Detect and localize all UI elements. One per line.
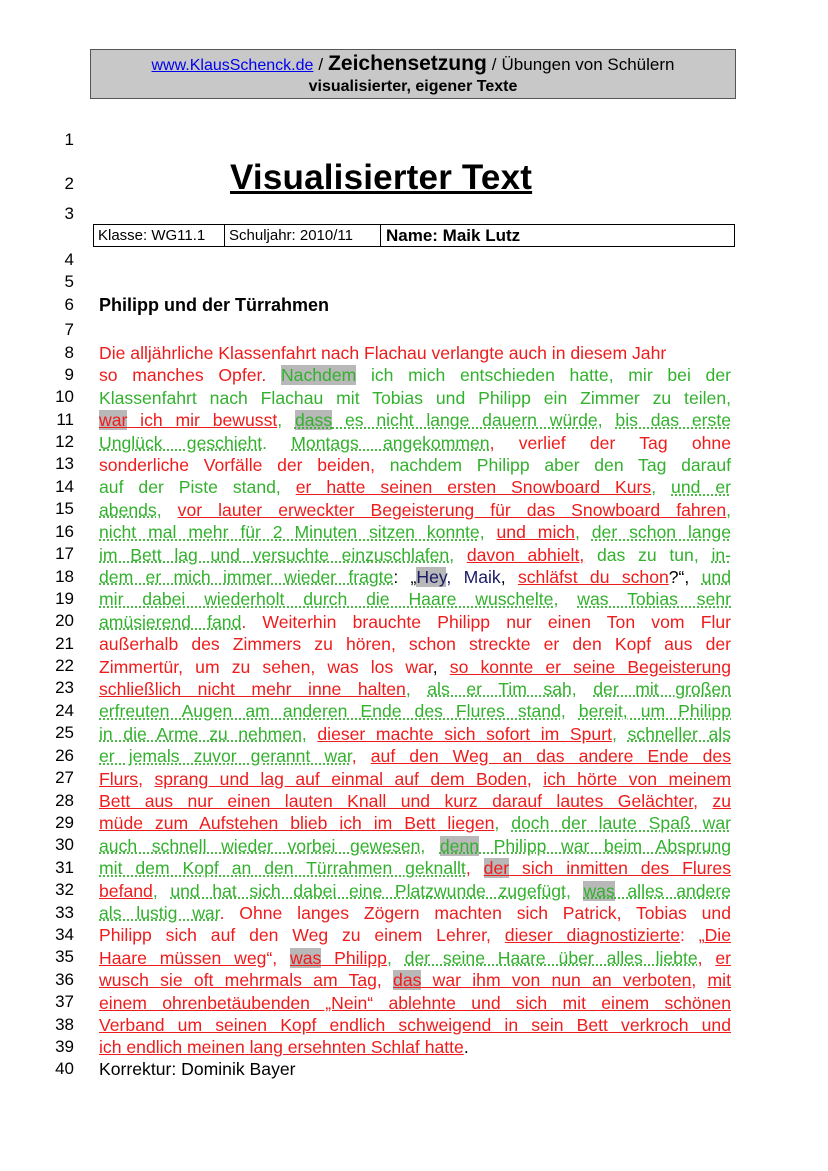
text-line	[99, 790, 731, 812]
text-segment: so konnte er seine Begeisterung	[449, 656, 732, 677]
text-segment: Montags angekommen	[291, 432, 490, 453]
line-number: 13	[55, 454, 74, 473]
text-segment: der schon lange	[591, 522, 732, 543]
text-segment: ,	[405, 679, 428, 699]
text-segment: ,	[571, 679, 594, 699]
line-number: 12	[55, 432, 74, 451]
text-segment: . Ohne langes Zögern machten sich Patrick, Tobias und	[219, 903, 731, 923]
header-topic: Zeichensetzung	[328, 52, 487, 75]
text-line	[99, 835, 731, 857]
text-segment: abends	[99, 499, 157, 520]
text-line	[99, 544, 731, 566]
line-number: 5	[64, 272, 74, 291]
text-segment: Nachdem	[280, 365, 357, 386]
text-segment: .	[463, 1037, 469, 1058]
header-line2: visualisierter, eigener Texte	[308, 78, 518, 95]
text-line	[99, 633, 731, 655]
line-number: 26	[55, 746, 74, 765]
text-segment: ,	[691, 970, 708, 991]
text-segment: ,	[597, 410, 616, 431]
line-number: 38	[55, 1015, 74, 1034]
text-segment: nachdem Philipp aber den Tag darauf	[389, 455, 731, 475]
text-segment: sprang und lag auf einmal auf dem Boden	[154, 768, 527, 789]
text-segment: dem er mich immer wieder fragte	[99, 567, 394, 587]
text-segment: ,	[611, 723, 628, 744]
line-number: 37	[55, 992, 74, 1011]
text-line	[99, 588, 731, 610]
text-segment: wusch sie oft mehrmals am Tag	[99, 970, 377, 991]
line-number: 31	[55, 858, 74, 877]
text-segment: schneller als	[627, 723, 731, 744]
header-separator: /	[318, 55, 324, 74]
line-number: 39	[55, 1037, 74, 1056]
text-segment: . Weiterhin brauchte Philipp nur einen Ton vom Flur	[241, 611, 731, 632]
line-number: 8	[64, 343, 74, 362]
text-segment: : „	[680, 925, 705, 946]
text-segment: das	[393, 970, 422, 991]
text-segment: Die alljährliche Klassenfahrt nach Flachau verlangte auch in diesem Jahr	[99, 343, 667, 363]
text-segment: mit	[707, 970, 731, 991]
text-segment: amüsierend fand	[99, 611, 242, 632]
text-segment: ,	[152, 880, 171, 901]
text-segment: “,	[266, 947, 291, 968]
text-segment: der	[483, 858, 510, 879]
line-number: 30	[55, 835, 74, 854]
text-segment: was	[583, 880, 615, 901]
text-segment: in die Arme zu nehmen	[99, 723, 302, 744]
text-segment: auch schnell wieder vorbei gewesen	[99, 835, 421, 856]
text-segment: als lustig war	[99, 903, 220, 923]
info-table	[93, 224, 735, 247]
text-line	[99, 1036, 731, 1058]
text-segment: ,	[553, 589, 578, 610]
text-segment: ,	[301, 723, 318, 744]
line-number: 35	[55, 947, 74, 966]
text-segment: war	[99, 410, 128, 431]
header-box	[90, 49, 736, 99]
line-number: 17	[55, 544, 74, 563]
text-line	[99, 454, 731, 476]
text-segment: : „	[393, 567, 417, 587]
text-line	[99, 969, 731, 991]
info-name: Name: Maik Lutz	[386, 226, 521, 245]
text-segment: ,	[449, 544, 467, 565]
line-number: 40	[55, 1059, 74, 1078]
text-segment: nicht mal mehr für 2 Minuten sitzen konnte	[99, 522, 480, 543]
text-line	[99, 857, 731, 879]
text-segment: ,	[500, 567, 518, 587]
line-number: 25	[55, 723, 74, 742]
text-segment: ich hörte von meinem	[543, 768, 732, 789]
text-segment: außerhalb des Zimmers zu hören, schon streckte er den Kopf aus der	[99, 634, 731, 655]
text-segment: was	[290, 947, 322, 968]
text-segment: ,	[138, 768, 155, 789]
line-number: 27	[55, 768, 74, 787]
line-number: 1	[64, 130, 74, 149]
line-number: 16	[55, 522, 74, 541]
text-segment: auf der Piste stand,	[99, 477, 296, 498]
line-number: 18	[55, 567, 74, 586]
text-segment: sonderliche Vorfälle der beiden,	[99, 455, 390, 475]
text-line	[99, 678, 731, 700]
line-number: 3	[64, 204, 74, 223]
text-segment: Zimmertür, um zu sehen, was los war	[99, 656, 433, 677]
line-number: 36	[55, 970, 74, 989]
text-segment: und hat sich dabei eine Platzwunde zugefügt	[170, 880, 566, 901]
text-segment: das zu tun,	[584, 544, 712, 565]
text-line	[99, 432, 731, 454]
text-segment: Hey	[416, 567, 447, 587]
text-line	[99, 611, 731, 633]
text-segment: ich mir bewusst	[127, 410, 278, 431]
line-number: 6	[64, 295, 74, 314]
line-number: 24	[55, 701, 74, 720]
text-segment: Verband um seinen Kopf endlich schweigend in sein Bett verkroch und	[99, 1015, 731, 1035]
line-number: 10	[55, 387, 74, 406]
text-segment: was Tobias sehr	[577, 589, 732, 610]
text-segment: ich mich entschieden hatte	[356, 365, 609, 386]
text-segment: befand	[99, 880, 153, 901]
text-segment: er hatte seinen ersten Snowboard Kurs	[295, 477, 652, 498]
header-line1	[91, 53, 735, 77]
text-segment: zu	[712, 791, 732, 811]
text-line	[99, 342, 731, 364]
text-segment: ich endlich meinen lang ersehnten Schlaf hatte	[99, 1037, 464, 1058]
text-segment: ,	[560, 701, 579, 722]
text-segment: und	[701, 567, 731, 587]
text-line	[99, 880, 731, 902]
line-number: 23	[55, 678, 74, 697]
text-segment: ,	[693, 791, 713, 811]
text-line	[99, 902, 731, 924]
text-segment: Philipp sich auf den Weg zu einem Lehrer,	[99, 925, 505, 946]
header-subtopic: Übungen von Schülern	[501, 55, 675, 74]
page-title: Visualisierter Text	[230, 158, 533, 197]
text-line	[99, 364, 731, 386]
text-line	[99, 566, 731, 588]
info-schuljahr: Schuljahr: 2010/11	[225, 225, 381, 246]
line-number: 22	[55, 656, 74, 675]
text-segment: Philipp	[321, 947, 387, 968]
line-number: 4	[64, 250, 74, 269]
text-segment: dass	[294, 410, 333, 431]
text-segment: ,	[376, 970, 394, 991]
line-number: 33	[55, 903, 74, 922]
site-link[interactable]: www.KlausSchenck.de	[151, 57, 314, 74]
line-number: 11	[56, 410, 74, 429]
text-segment: ,	[386, 947, 405, 968]
text-segment: ,	[494, 813, 512, 834]
text-segment: Flurs	[99, 768, 139, 789]
text-segment: schließlich nicht mehr inne halten	[99, 679, 406, 699]
text-line	[99, 521, 731, 543]
text-segment: Philipp war beim Absprung	[479, 835, 731, 856]
text-segment: der seine Haare über alles liebte	[404, 947, 698, 968]
text-subtitle: Philipp und der Türrahmen	[99, 295, 330, 315]
line-number: 32	[55, 880, 74, 899]
line-number: 2	[64, 174, 74, 193]
line-number: 29	[55, 813, 74, 832]
text-segment: es nicht lange dauern würde	[332, 410, 598, 431]
header-separator-2: /	[491, 55, 497, 74]
info-klasse: Klasse: WG11.1	[94, 225, 225, 246]
text-line	[99, 700, 731, 722]
text-segment: ,	[526, 768, 544, 789]
text-segment: war ihm von nun an verboten	[421, 970, 692, 991]
text-segment: Klassenfahrt nach Flachau mit Tobias und Philipp ein Zimmer zu teilen,	[99, 387, 731, 408]
text-segment: schläfst du schon	[517, 567, 669, 587]
text-segment: er jemals zuvor gerannt war	[99, 746, 352, 767]
text-segment: ,	[351, 746, 371, 767]
text-segment: ,	[574, 522, 592, 543]
text-line	[99, 947, 731, 969]
text-segment: erfreuten Augen am anderen Ende des Flures stand	[99, 701, 561, 722]
text-segment: ,	[651, 477, 672, 498]
text-segment: mit dem Kopf an den Türrahmen geknallt	[99, 858, 466, 879]
text-segment: müde zum Aufstehen blieb ich im Bett liegen	[99, 813, 495, 834]
text-segment: , mir bei der	[608, 365, 731, 386]
text-segment: der mit großen	[593, 679, 731, 699]
text-line	[99, 745, 731, 767]
text-line	[99, 1014, 731, 1036]
line-number: 19	[55, 589, 74, 608]
text-segment: bereit, um Philipp	[578, 701, 731, 722]
text-line	[99, 723, 731, 745]
text-segment: und mich	[496, 522, 575, 543]
text-segment: ,	[726, 499, 732, 520]
text-segment: ,	[156, 499, 178, 520]
line-number: 21	[55, 634, 74, 653]
text-segment: ,	[277, 410, 295, 431]
text-segment: doch der laute Spaß war	[511, 813, 731, 834]
line-number: 9	[64, 365, 74, 384]
text-segment: in-	[711, 544, 731, 565]
text-line	[99, 656, 731, 678]
line-number: 7	[64, 320, 74, 339]
text-line	[99, 812, 731, 834]
text-segment: denn	[439, 835, 480, 856]
line-number: 28	[55, 791, 74, 810]
text-segment: ,	[432, 656, 450, 677]
text-segment: Die	[704, 925, 731, 946]
line-number: 20	[55, 611, 74, 630]
text-line	[99, 387, 731, 409]
text-segment: im Bett lag und versuchte einzuschlafen	[99, 544, 450, 565]
text-segment: und er	[671, 477, 731, 498]
text-segment: Bett aus nur einen lauten Knall und kurz darauf lautes Gelächter	[99, 791, 694, 811]
text-segment: einem ohrenbetäubenden „Nein“ ablehnte und sich mit einem schönen	[99, 992, 731, 1013]
text-line	[99, 476, 731, 498]
text-segment: Unglück geschieht	[99, 432, 263, 453]
text-segment: er	[715, 947, 732, 968]
text-line	[99, 924, 731, 946]
text-segment: Haare müssen weg	[99, 947, 267, 968]
line-number: 14	[55, 477, 74, 496]
text-segment: .	[262, 432, 292, 453]
text-segment: mir dabei wiederholt durch die Haare wuschelte	[99, 589, 554, 610]
text-segment: ,	[420, 835, 440, 856]
text-segment: , verlief der Tag ohne	[489, 432, 731, 453]
text-segment: ?“,	[668, 567, 702, 587]
text-segment: alles andere	[614, 880, 731, 901]
text-segment: ,	[479, 522, 497, 543]
text-segment: so manches Opfer.	[99, 365, 281, 386]
text-line	[99, 499, 731, 521]
text-segment: ,	[697, 947, 716, 968]
text-segment: , Maik	[446, 567, 501, 587]
text-segment: bis das erste	[615, 410, 732, 431]
text-segment: dieser machte sich sofort im Spurt	[317, 723, 612, 744]
text-segment: auf den Weg an das andere Ende des	[370, 746, 732, 767]
text-segment: sich inmitten des Flures	[509, 858, 731, 879]
correction-note: Korrektur: Dominik Bayer	[99, 1059, 296, 1079]
text-line	[99, 768, 731, 790]
line-number: 34	[55, 925, 74, 944]
text-line	[99, 992, 731, 1014]
text-segment: als er Tim sah	[427, 679, 572, 699]
text-segment: vor lauter erweckter Begeisterung für das Snowboard fahren	[177, 499, 727, 520]
text-segment: ,	[465, 858, 484, 879]
text-segment: davon abhielt,	[466, 544, 585, 565]
line-number: 15	[55, 499, 74, 518]
text-line	[99, 409, 731, 431]
text-segment: ,	[565, 880, 584, 901]
text-segment: dieser diagnostizierte	[504, 925, 680, 946]
